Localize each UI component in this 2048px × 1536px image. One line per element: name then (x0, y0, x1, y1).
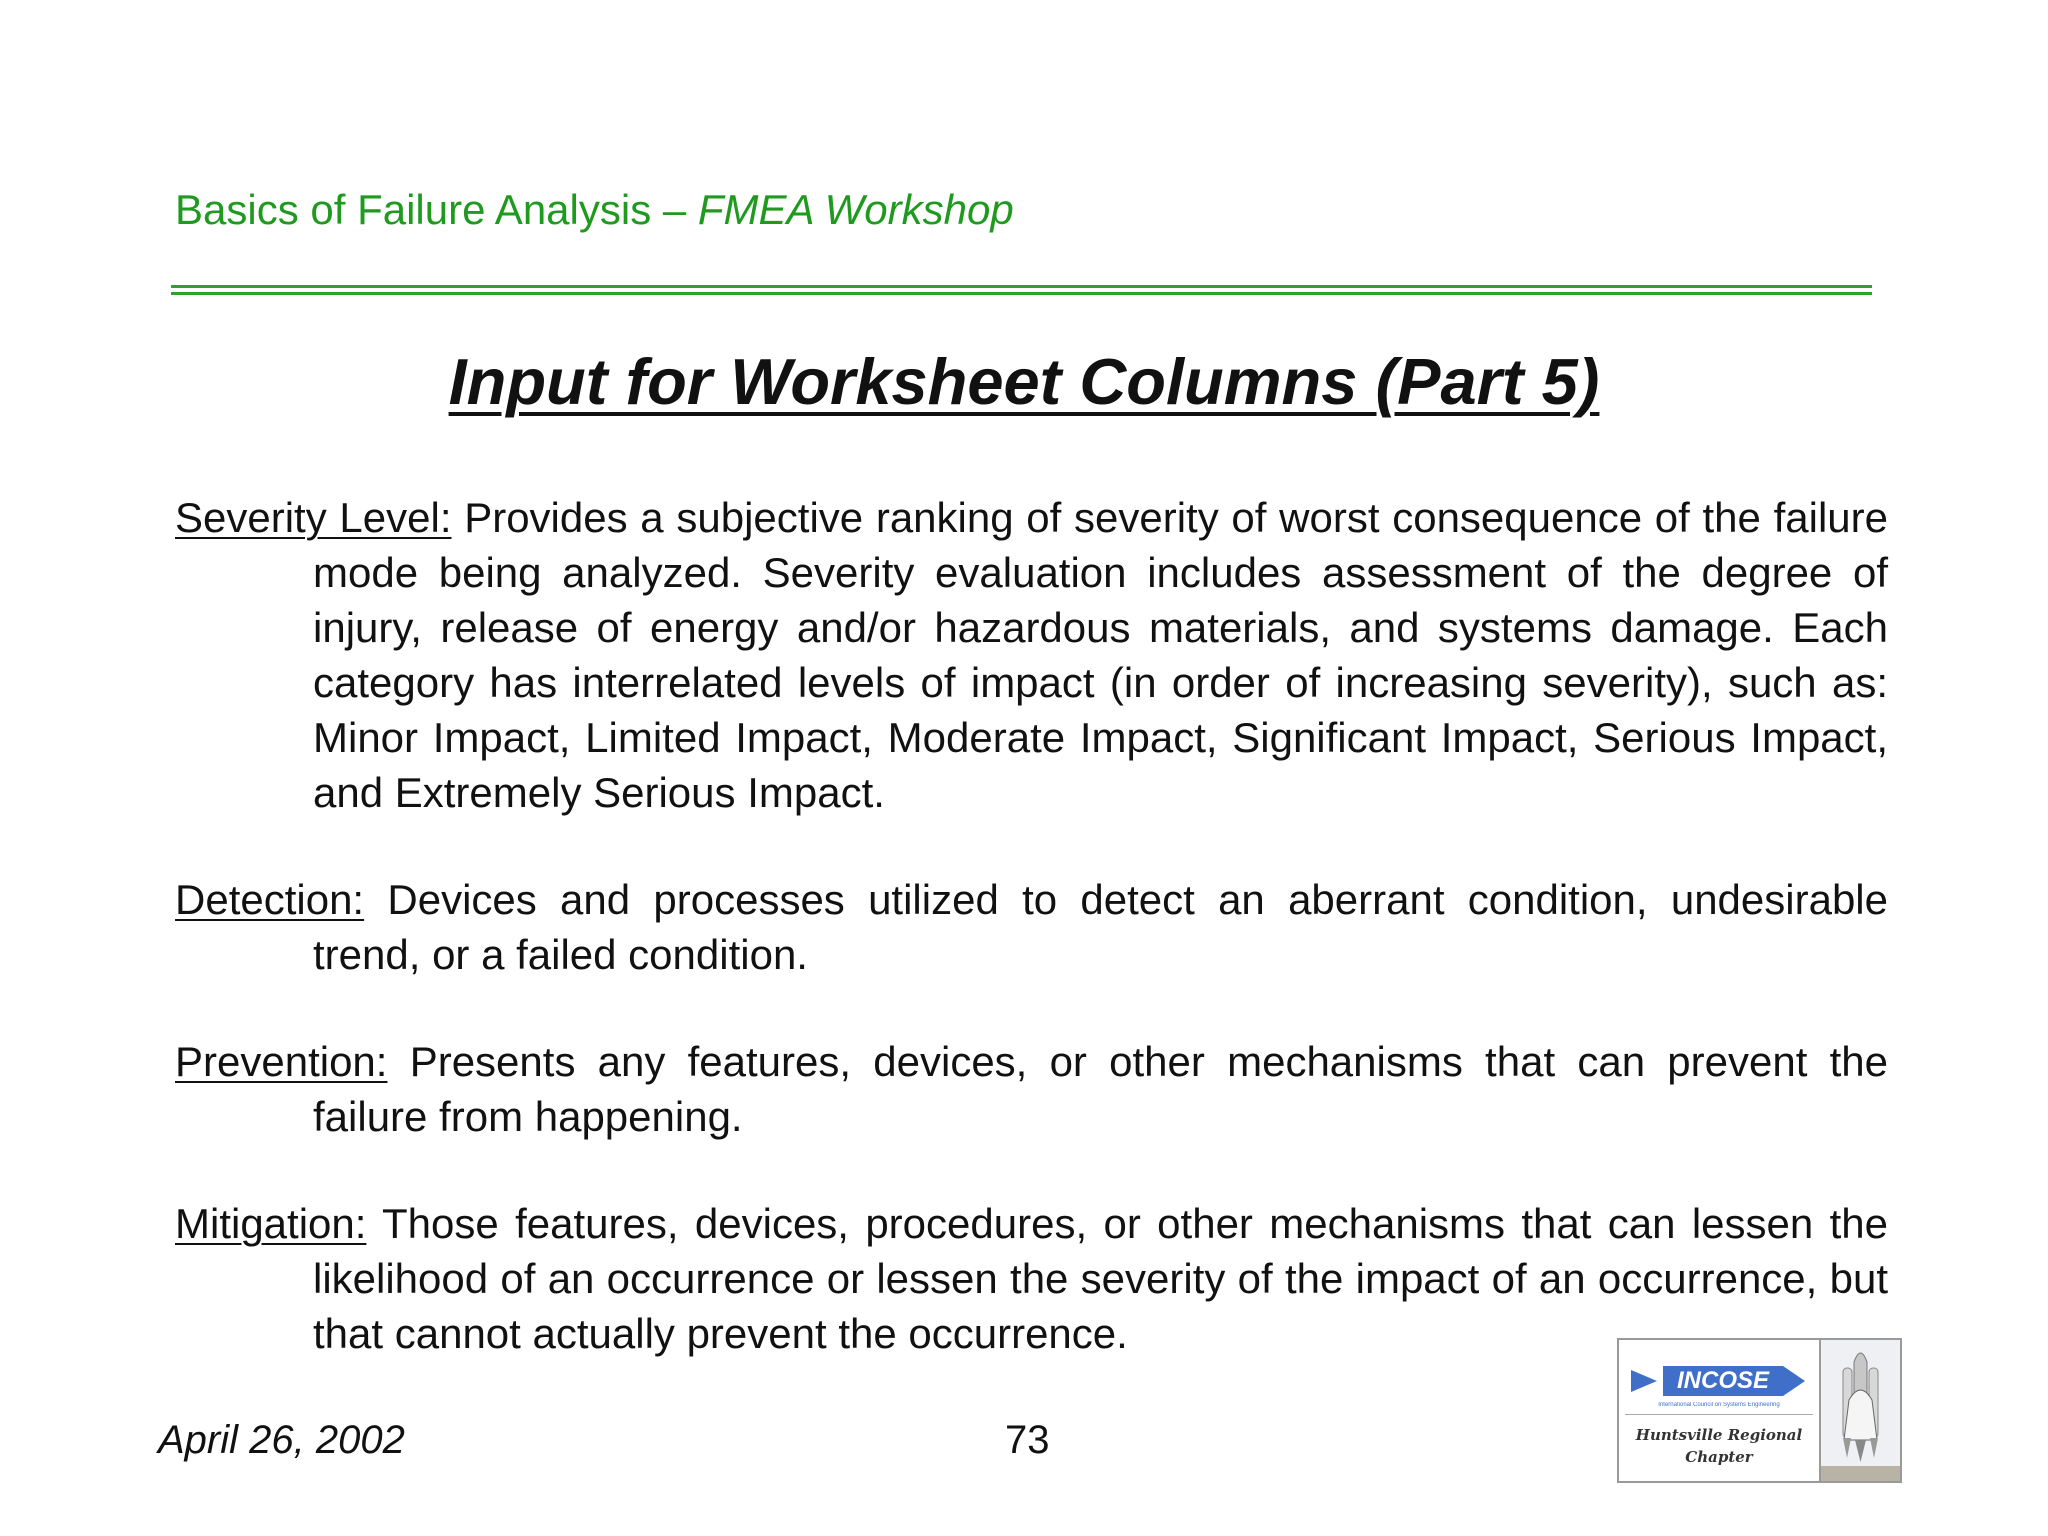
header-rule-bottom (171, 292, 1872, 295)
arrow-icon (1631, 1370, 1657, 1392)
slide-title: Input for Worksheet Columns (Part 5) (448, 345, 1600, 418)
chapter-line-1: Huntsville Regional (1635, 1426, 1803, 1444)
definition-severity-text: Provides a subjective ranking of severity of worst consequence of the failure mode being analyzed. Severity evaluation includes assessment of the degree of injury, release of energy and/or hazardous materials, and systems damage. Each category has interrelated levels of impact (in order of increasing severity), such as: Minor Impact, Limited Impact, Moderate Impact, Significant Impact, Serious Impact, and Extremely Serious Impact. (313, 494, 1888, 816)
definition-severity (175, 490, 1888, 820)
term-mitigation: Mitigation: (175, 1200, 367, 1247)
definition-prevention (175, 1034, 1888, 1144)
definition-mitigation (175, 1196, 1888, 1361)
space-shuttle-icon (1821, 1340, 1900, 1481)
incose-wordmark: INCOSE (1663, 1366, 1783, 1396)
header-prefix: Basics of Failure Analysis – (175, 186, 698, 233)
header-workshop: FMEA Workshop (697, 186, 1014, 233)
term-prevention: Prevention: (175, 1038, 388, 1085)
footer-date: April 26, 2002 (158, 1418, 405, 1462)
definition-prevention-text: Presents any features, devices, or other mechanisms that can prevent the failure from happening. (313, 1038, 1888, 1140)
definition-mitigation-text: Those features, devices, procedures, or other mechanisms that can lessen the likelihood of an occurrence or lessen the severity of the impact of an occurrence, but that cannot actually prevent the occurrence. (313, 1200, 1888, 1357)
header-rule-top (171, 285, 1872, 288)
definition-detection (175, 872, 1888, 982)
definition-detection-text: Devices and processes utilized to detect an aberrant condition, undesirable trend, or a failed condition. (313, 876, 1888, 978)
definition-list (175, 490, 1888, 1413)
logo-divider (1625, 1414, 1813, 1415)
page-number: 73 (1005, 1418, 1050, 1462)
arrow-head-icon (1783, 1366, 1805, 1396)
incose-subtitle: International Council on Systems Engineering (1658, 1402, 1780, 1408)
incose-logo-text-panel (1619, 1340, 1821, 1481)
chapter-line-2: Chapter (1685, 1448, 1753, 1466)
slide-header (175, 186, 1014, 234)
chapter-label (1619, 1424, 1819, 1468)
incose-logo (1617, 1338, 1902, 1483)
term-detection: Detection: (175, 876, 365, 923)
term-severity: Severity Level: (175, 494, 452, 541)
